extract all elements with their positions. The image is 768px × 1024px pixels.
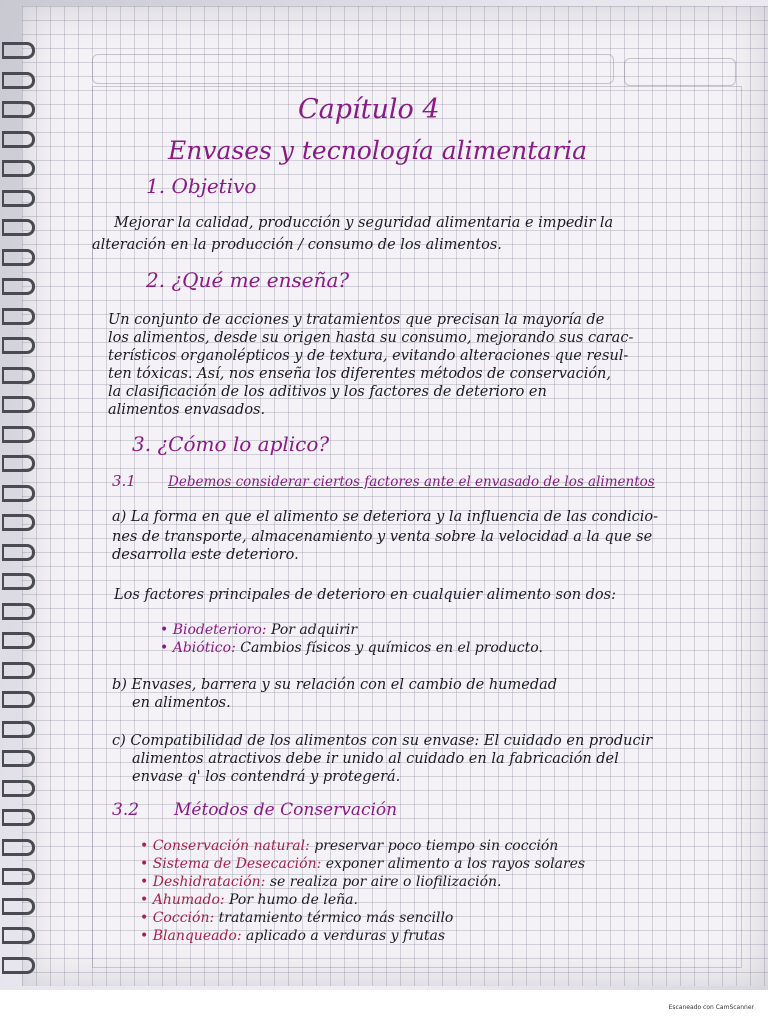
item-a-line: a) La forma en que el alimento se deteriora y la influencia de las condicio- — [112, 509, 659, 525]
spiral-ring — [2, 780, 35, 797]
spiral-ring — [2, 426, 35, 443]
spiral-ring — [2, 367, 35, 384]
item-a-line: nes de transporte, almacenamiento y venta sobre la velocidad a la que se — [112, 529, 653, 545]
spiral-ring — [2, 308, 35, 325]
spiral-ring — [2, 603, 35, 620]
spiral-ring — [2, 219, 35, 236]
objetivo-heading: 1. Objetivo — [146, 174, 257, 198]
method-item: • Sistema de Desecación: exponer alimento a los rayos solares — [140, 856, 586, 872]
date-box — [624, 58, 736, 86]
method-item: • Conservación natural: preservar poco tiempo sin cocción — [140, 838, 559, 854]
method-desc: Por humo de leña. — [229, 892, 358, 908]
header-box — [92, 54, 614, 84]
spiral-ring — [2, 190, 35, 207]
spiral-ring — [2, 160, 35, 177]
method-item: • Deshidratación: se realiza por aire o liofilización. — [140, 874, 502, 890]
spiral-ring — [2, 750, 35, 767]
spiral-ring — [2, 72, 35, 89]
spiral-ring — [2, 396, 35, 413]
item-b-line: en alimentos. — [132, 695, 231, 711]
method-term: Cocción: — [152, 910, 215, 926]
spiral-ring — [2, 337, 35, 354]
s32-number: 3.2 — [112, 800, 140, 820]
factor-term: Biodeterioro: — [172, 622, 267, 638]
objetivo-line: alteración en la producción / consumo de los alimentos. — [92, 237, 502, 253]
method-term: Blanqueado: — [152, 928, 242, 944]
spiral-ring — [2, 278, 35, 295]
aplico-heading: 3. ¿Cómo lo aplico? — [132, 432, 330, 456]
spiral-ring — [2, 839, 35, 856]
method-item: • Cocción: tratamiento térmico más sencillo — [140, 910, 454, 926]
ensena-line: los alimentos, desde su origen hasta su consumo, mejorando sus carac- — [108, 330, 634, 346]
item-c-line: envase q' los contendrá y protegerá. — [132, 769, 401, 785]
spiral-ring — [2, 485, 35, 502]
spiral-ring — [2, 898, 35, 915]
method-item: • Blanqueado: aplicado a verduras y frutas — [140, 928, 446, 944]
chapter-title: Capítulo 4 — [298, 94, 440, 125]
method-desc: exponer alimento a los rayos solares — [325, 856, 586, 872]
ensena-line: alimentos envasados. — [108, 402, 266, 418]
spiral-ring — [2, 131, 35, 148]
method-desc: aplicado a verduras y frutas — [246, 928, 446, 944]
factor-bullet: • Biodeterioro: Por adquirir — [160, 622, 358, 638]
ensena-line: ten tóxicas. Así, nos enseña los diferentes métodos de conservación, — [108, 366, 612, 382]
spiral-ring — [2, 691, 35, 708]
ensena-heading: 2. ¿Qué me enseña? — [146, 268, 350, 292]
spiral-ring — [2, 249, 35, 266]
spiral-ring — [2, 455, 35, 472]
spiral-binding — [0, 30, 34, 990]
factor-desc: Por adquirir — [270, 622, 358, 638]
method-term: Deshidratación: — [152, 874, 266, 890]
spiral-ring — [2, 101, 35, 118]
ensena-line: la clasificación de los aditivos y los factores de deterioro en — [108, 384, 547, 400]
factores-line: Los factores principales de deterioro en cualquier alimento son dos: — [114, 587, 616, 603]
scanner-credit: Escaneado con CamScanner — [668, 1004, 754, 1011]
ensena-line: terísticos organolépticos y de textura, evitando alteraciones que resul- — [108, 348, 629, 364]
factor-desc: Cambios físicos y químicos en el producto. — [240, 640, 543, 656]
s32-heading: Métodos de Conservación — [174, 800, 398, 820]
factor-term: Abiótico: — [172, 640, 236, 656]
factor-bullet: • Abiótico: Cambios físicos y químicos en el producto. — [160, 640, 543, 656]
spiral-ring — [2, 721, 35, 738]
spiral-ring — [2, 957, 35, 974]
ensena-line: Un conjunto de acciones y tratamientos que precisan la mayoría de — [108, 312, 605, 328]
method-desc: preservar poco tiempo sin cocción — [314, 838, 559, 854]
method-term: Sistema de Desecación: — [152, 856, 322, 872]
s31-number: 3.1 — [112, 472, 136, 490]
spiral-ring — [2, 573, 35, 590]
spiral-ring — [2, 632, 35, 649]
method-term: Conservación natural: — [152, 838, 310, 854]
spiral-ring — [2, 544, 35, 561]
objetivo-line: Mejorar la calidad, producción y seguridad alimentaria e impedir la — [114, 215, 614, 231]
method-item: • Ahumado: Por humo de leña. — [140, 892, 358, 908]
item-c-line: c) Compatibilidad de los alimentos con su envase: El cuidado en producir — [112, 733, 653, 749]
method-desc: tratamiento térmico más sencillo — [218, 910, 454, 926]
item-a-line: desarrolla este deterioro. — [112, 547, 299, 563]
spiral-ring — [2, 42, 35, 59]
spiral-ring — [2, 868, 35, 885]
s31-heading: Debemos considerar ciertos factores ante el envasado de los alimentos — [168, 474, 655, 490]
chapter-subtitle: Envases y tecnología alimentaria — [168, 136, 588, 165]
spiral-ring — [2, 809, 35, 826]
method-desc: se realiza por aire o liofilización. — [269, 874, 502, 890]
item-c-line: alimentos atractivos debe ir unido al cuidado en la fabricación del — [132, 751, 619, 767]
method-term: Ahumado: — [152, 892, 225, 908]
spiral-ring — [2, 514, 35, 531]
item-b-line: b) Envases, barrera y su relación con el cambio de humedad — [112, 677, 558, 693]
spiral-ring — [2, 927, 35, 944]
spiral-ring — [2, 662, 35, 679]
